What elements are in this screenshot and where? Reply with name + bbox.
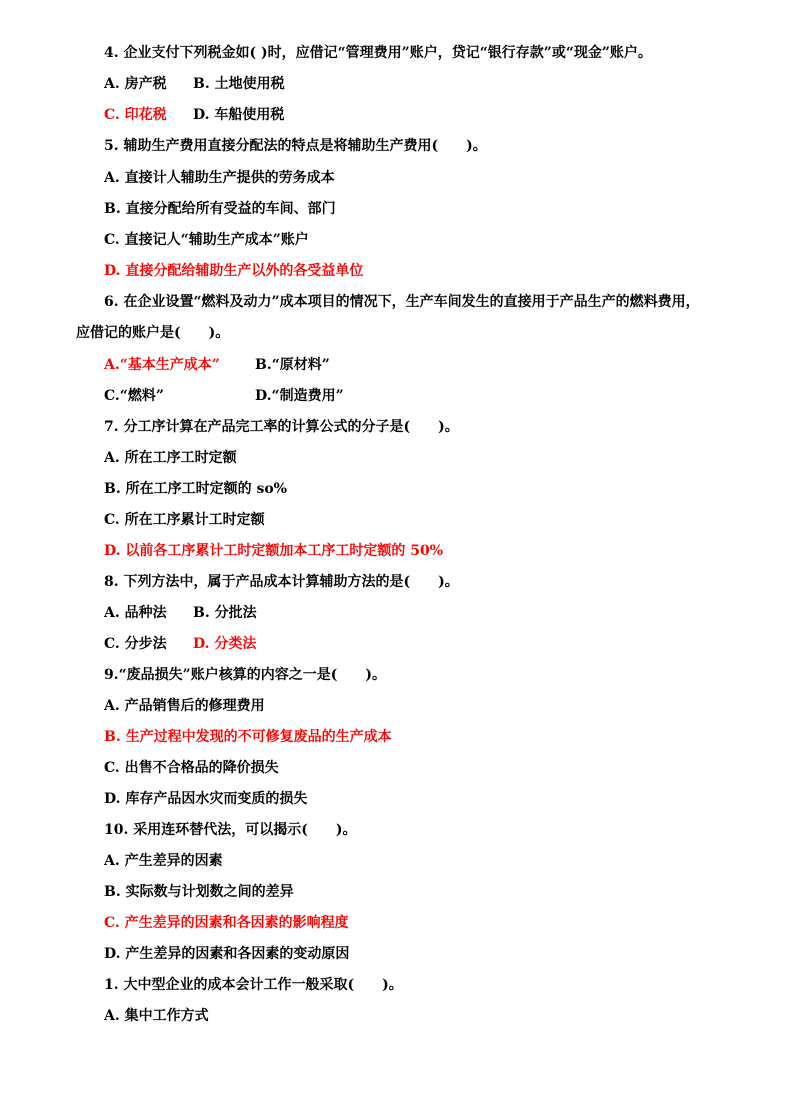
q6-option-c: C.“燃料” [104,388,164,404]
q7-option-a: A. 所在工序工时定额 [104,450,237,466]
q1-option-a: A. 集中工作方式 [104,1008,209,1024]
q7-option-c: C. 所在工序累计工时定额 [104,512,265,528]
q8-option-b: B. 分批法 [193,605,257,621]
q7-stem: 7. 分工序计算在产品完工率的计算公式的分子是( )。 [104,419,459,435]
q9-option-c: C. 出售不合格品的降价损失 [104,760,279,776]
q6-option-a-answer: A.“基本生产成本” [104,357,220,373]
q5-option-d-answer: D. 直接分配给辅助生产以外的各受益单位 [104,263,364,279]
q8-option-c: C. 分步法 [104,636,167,652]
q10-option-c-answer: C. 产生差异的因素和各因素的影响程度 [104,915,349,931]
q5-option-a: A. 直接计人辅助生产提供的劳务成本 [104,170,335,186]
q10-stem: 10. 采用连环替代法，可以揭示( )。 [104,822,357,838]
q4-option-d: D. 车船使用税 [193,107,285,123]
q8-option-a: A. 品种法 [104,605,167,621]
q4-option-c-answer: C. 印花税 [104,107,167,123]
q5-stem: 5. 辅助生产费用直接分配法的特点是将辅助生产费用( )。 [104,138,487,154]
q6-stem-line2: 应借记的账户是( )。 [76,325,230,341]
q1-stem: 1. 大中型企业的成本会计工作一般采取( )。 [104,977,403,993]
q7-option-d-answer: D. 以前各工序累计工时定额加本工序工时定额的 50% [104,543,444,559]
q9-stem: 9.“废品损失”账户核算的内容之一是( )。 [104,667,386,683]
q8-stem: 8. 下列方法中，属于产品成本计算辅助方法的是( )。 [104,574,459,590]
q4-option-a: A. 房产税 [104,76,167,92]
q6-option-d: D.“制造费用” [255,388,344,404]
q8-option-d-answer: D. 分类法 [193,636,257,652]
q9-option-a: A. 产品销售后的修理费用 [104,698,265,714]
q9-option-d: D. 库存产品因水灾而变质的损失 [104,791,308,807]
q7-option-b: B. 所在工序工时定额的 so% [104,481,287,497]
q10-option-b: B. 实际数与计划数之间的差异 [104,884,294,900]
q5-option-c: C. 直接记人“辅助生产成本”账户 [104,232,309,248]
q10-option-d: D. 产生差异的因素和各因素的变动原因 [104,946,350,962]
q6-option-b: B.“原材料” [255,357,330,373]
q4-option-b: B. 土地使用税 [193,76,285,92]
q10-option-a: A. 产生差异的因素 [104,853,223,869]
q6-stem-line1: 6. 在企业设置“燃料及动力”成本项目的情况下，生产车间发生的直接用于产品生产的燃料费用， [104,294,700,310]
q9-option-b-answer: B. 生产过程中发现的不可修复废品的生产成本 [104,729,392,745]
q4-stem: 4. 企业支付下列税金如( )时，应借记“管理费用”账户，贷记“银行存款”或“现金”账户。 [104,45,652,61]
q5-option-b: B. 直接分配给所有受益的车间、部门 [104,201,336,217]
